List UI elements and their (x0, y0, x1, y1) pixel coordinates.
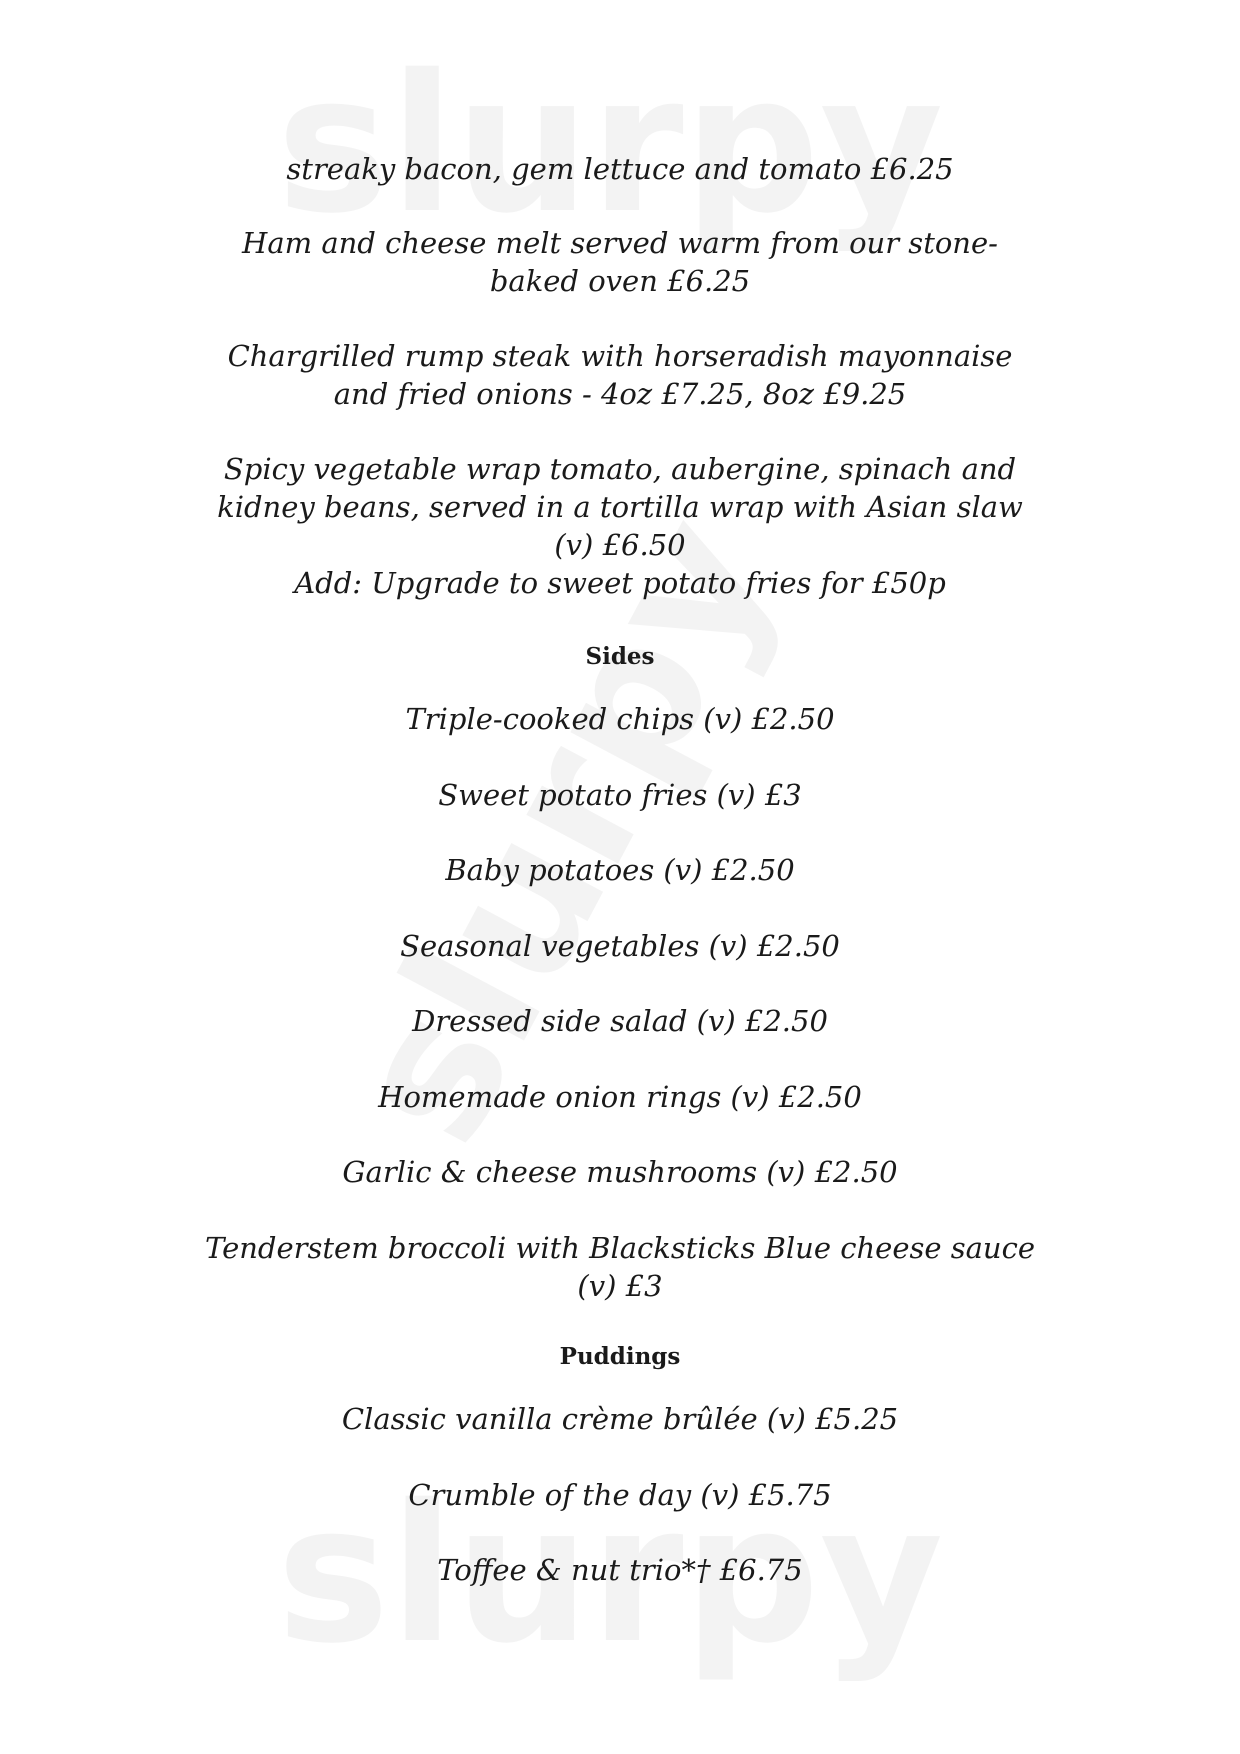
menu-item-rump-steak-line-2: and fried onions - 4oz £7.25, 8oz £9.25 (333, 377, 907, 411)
menu-item-vegetable-wrap-line-1: Spicy vegetable wrap tomato, aubergine, spinach and (223, 452, 1017, 486)
section-heading-sides: Sides (585, 643, 655, 670)
menu-item-vegetable-wrap-line-2: kidney beans, served in a tortilla wrap with Asian slaw (217, 490, 1023, 524)
side-item-triple-cooked-chips: Triple-cooked chips (v) £2.50 (405, 702, 835, 736)
section-heading-puddings: Puddings (559, 1343, 681, 1370)
pudding-item-crumble: Crumble of the day (v) £5.75 (408, 1478, 832, 1512)
menu-item-blt: streaky bacon, gem lettuce and tomato £6.25 (286, 152, 954, 186)
side-item-garlic-cheese-mushrooms: Garlic & cheese mushrooms (v) £2.50 (342, 1155, 898, 1189)
side-item-dressed-side-salad: Dressed side salad (v) £2.50 (412, 1004, 828, 1038)
side-item-onion-rings: Homemade onion rings (v) £2.50 (378, 1080, 862, 1114)
menu-item-rump-steak-line-1: Chargrilled rump steak with horseradish mayonnaise (227, 339, 1013, 373)
pudding-item-toffee-nut-trio: Toffee & nut trio*† £6.75 (437, 1553, 803, 1587)
side-item-tenderstem-broccoli-line-1: Tenderstem broccoli with Blacksticks Blue cheese sauce (205, 1231, 1035, 1265)
menu-item-ham-cheese-melt-line-2: baked oven £6.25 (489, 264, 751, 298)
menu-item-vegetable-wrap-addon: Add: Upgrade to sweet potato fries for £50p (294, 566, 946, 600)
pudding-item-creme-brulee: Classic vanilla crème brûlée (v) £5.25 (341, 1402, 899, 1436)
side-item-seasonal-vegetables: Seasonal vegetables (v) £2.50 (400, 929, 840, 963)
side-item-sweet-potato-fries: Sweet potato fries (v) £3 (438, 778, 802, 812)
side-item-tenderstem-broccoli-line-2: (v) £3 (577, 1269, 663, 1303)
menu-item-vegetable-wrap-line-3: (v) £6.50 (554, 528, 686, 562)
side-item-baby-potatoes: Baby potatoes (v) £2.50 (445, 853, 795, 887)
menu-item-ham-cheese-melt-line-1: Ham and cheese melt served warm from our stone- (242, 226, 998, 260)
